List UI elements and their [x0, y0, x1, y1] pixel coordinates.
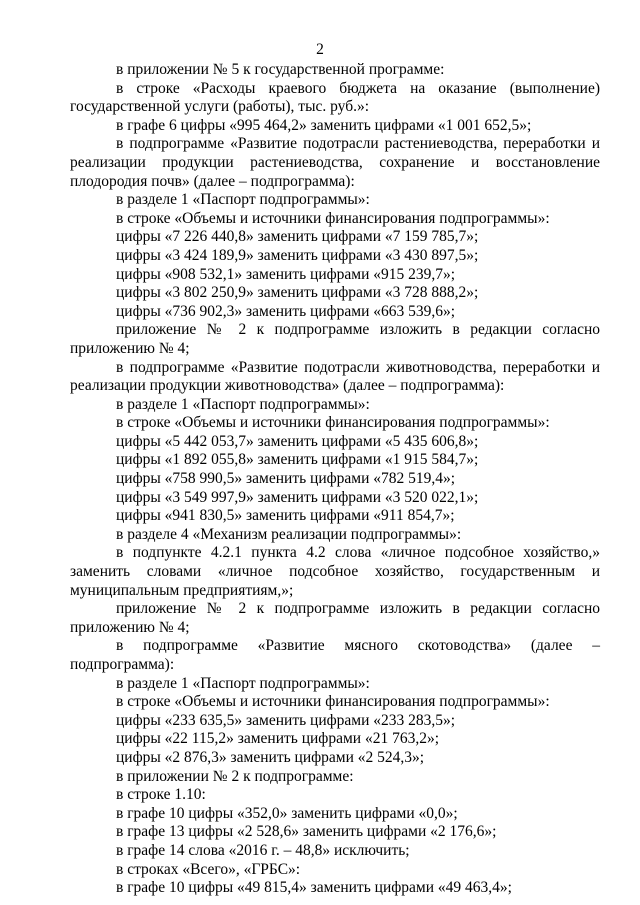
- paragraph: в строке 1.10:: [116, 786, 206, 804]
- paragraph: в разделе 4 «Механизм реализации подпрограммы»:: [116, 525, 462, 543]
- paragraph: в подпрограмме «Развитие подотрасли растениеводства, переработки и реализации продукции растениеводства, сохранение и восстановление плодородия почв» (далее – подпрограмма):: [70, 135, 600, 190]
- document-body: [70, 61, 600, 898]
- paragraph: в строке «Объемы и источники финансирования подпрограммы»:: [116, 209, 550, 227]
- paragraph: цифры «758 990,5» заменить цифрами «782 519,4»;: [116, 470, 456, 488]
- paragraph: в приложении № 5 к государственной программе:: [116, 61, 445, 78]
- paragraph: в подпрограмме «Развитие подотрасли животноводства, переработки и реализации продукции животноводства» (далее – подпрограмма):: [70, 358, 600, 395]
- paragraph: цифры «3 424 189,9» заменить цифрами «3 430 897,5»;: [116, 246, 479, 264]
- paragraph: цифры «941 830,5» заменить цифрами «911 854,7»;: [116, 507, 455, 525]
- paragraph: в графе 10 цифры «352,0» заменить цифрами «0,0»;: [116, 804, 458, 822]
- paragraph: цифры «5 442 053,7» заменить цифрами «5 435 606,8»;: [116, 432, 479, 450]
- paragraph: в графе 13 цифры «2 528,6» заменить цифрами «2 176,6»;: [116, 823, 497, 841]
- paragraph: в разделе 1 «Паспорт подпрограммы»:: [116, 191, 370, 209]
- paragraph: цифры «3 549 997,9» заменить цифрами «3 520 022,1»;: [116, 488, 479, 506]
- paragraph: цифры «233 635,5» заменить цифрами «233 283,5»;: [116, 711, 456, 729]
- page-number: 2: [316, 41, 324, 58]
- paragraph: цифры «908 532,1» заменить цифрами «915 239,7»;: [116, 265, 456, 283]
- paragraph: в строке «Объемы и источники финансирования подпрограммы»:: [116, 414, 550, 432]
- paragraph: приложение № 2 к подпрограмме изложить в редакции согласно приложению № 4;: [70, 600, 600, 636]
- paragraph: в разделе 1 «Паспорт подпрограммы»:: [116, 395, 370, 413]
- paragraph: цифры «2 876,3» заменить цифрами «2 524,3»;: [116, 748, 425, 766]
- paragraph: в разделе 1 «Паспорт подпрограммы»:: [116, 674, 370, 692]
- paragraph: цифры «7 226 440,8» заменить цифрами «7 159 785,7»;: [116, 228, 479, 246]
- paragraph: цифры «736 902,3» заменить цифрами «663 539,6»;: [116, 302, 456, 320]
- paragraph: в приложении № 2 к подпрограмме:: [116, 767, 354, 785]
- paragraph: в строке «Объемы и источники финансирования подпрограммы»:: [116, 693, 550, 711]
- paragraph: в графе 10 цифры «49 815,4» заменить цифрами «49 463,4»;: [116, 879, 512, 897]
- paragraph: в строке «Расходы краевого бюджета на оказание (выполнение) государственной услуги (работы), тыс. руб.»:: [70, 79, 600, 116]
- paragraph: цифры «1 892 055,8» заменить цифрами «1 915 584,7»;: [116, 451, 479, 469]
- paragraph: цифры «3 802 250,9» заменить цифрами «3 728 888,2»;: [116, 284, 479, 302]
- paragraph: в подпункте 4.2.1 пункта 4.2 слова «личное подсобное хозяйство,» заменить словами «личное подсобное хозяйство, государственным и муниципальным предприятиям,»;: [70, 544, 600, 599]
- paragraph: цифры «22 115,2» заменить цифрами «21 763,2»;: [116, 730, 440, 748]
- paragraph: приложение № 2 к подпрограмме изложить в редакции согласно приложению № 4;: [70, 321, 600, 357]
- paragraph: в строках «Всего», «ГРБС»:: [116, 860, 301, 878]
- paragraph: в подпрограмме «Развитие мясного скотоводства» (далее – подпрограмма):: [70, 637, 600, 673]
- paragraph: в графе 6 цифры «995 464,2» заменить цифрами «1 001 652,5»;: [116, 116, 532, 134]
- paragraph: в графе 14 слова «2016 г. – 48,8» исключить;: [116, 841, 410, 859]
